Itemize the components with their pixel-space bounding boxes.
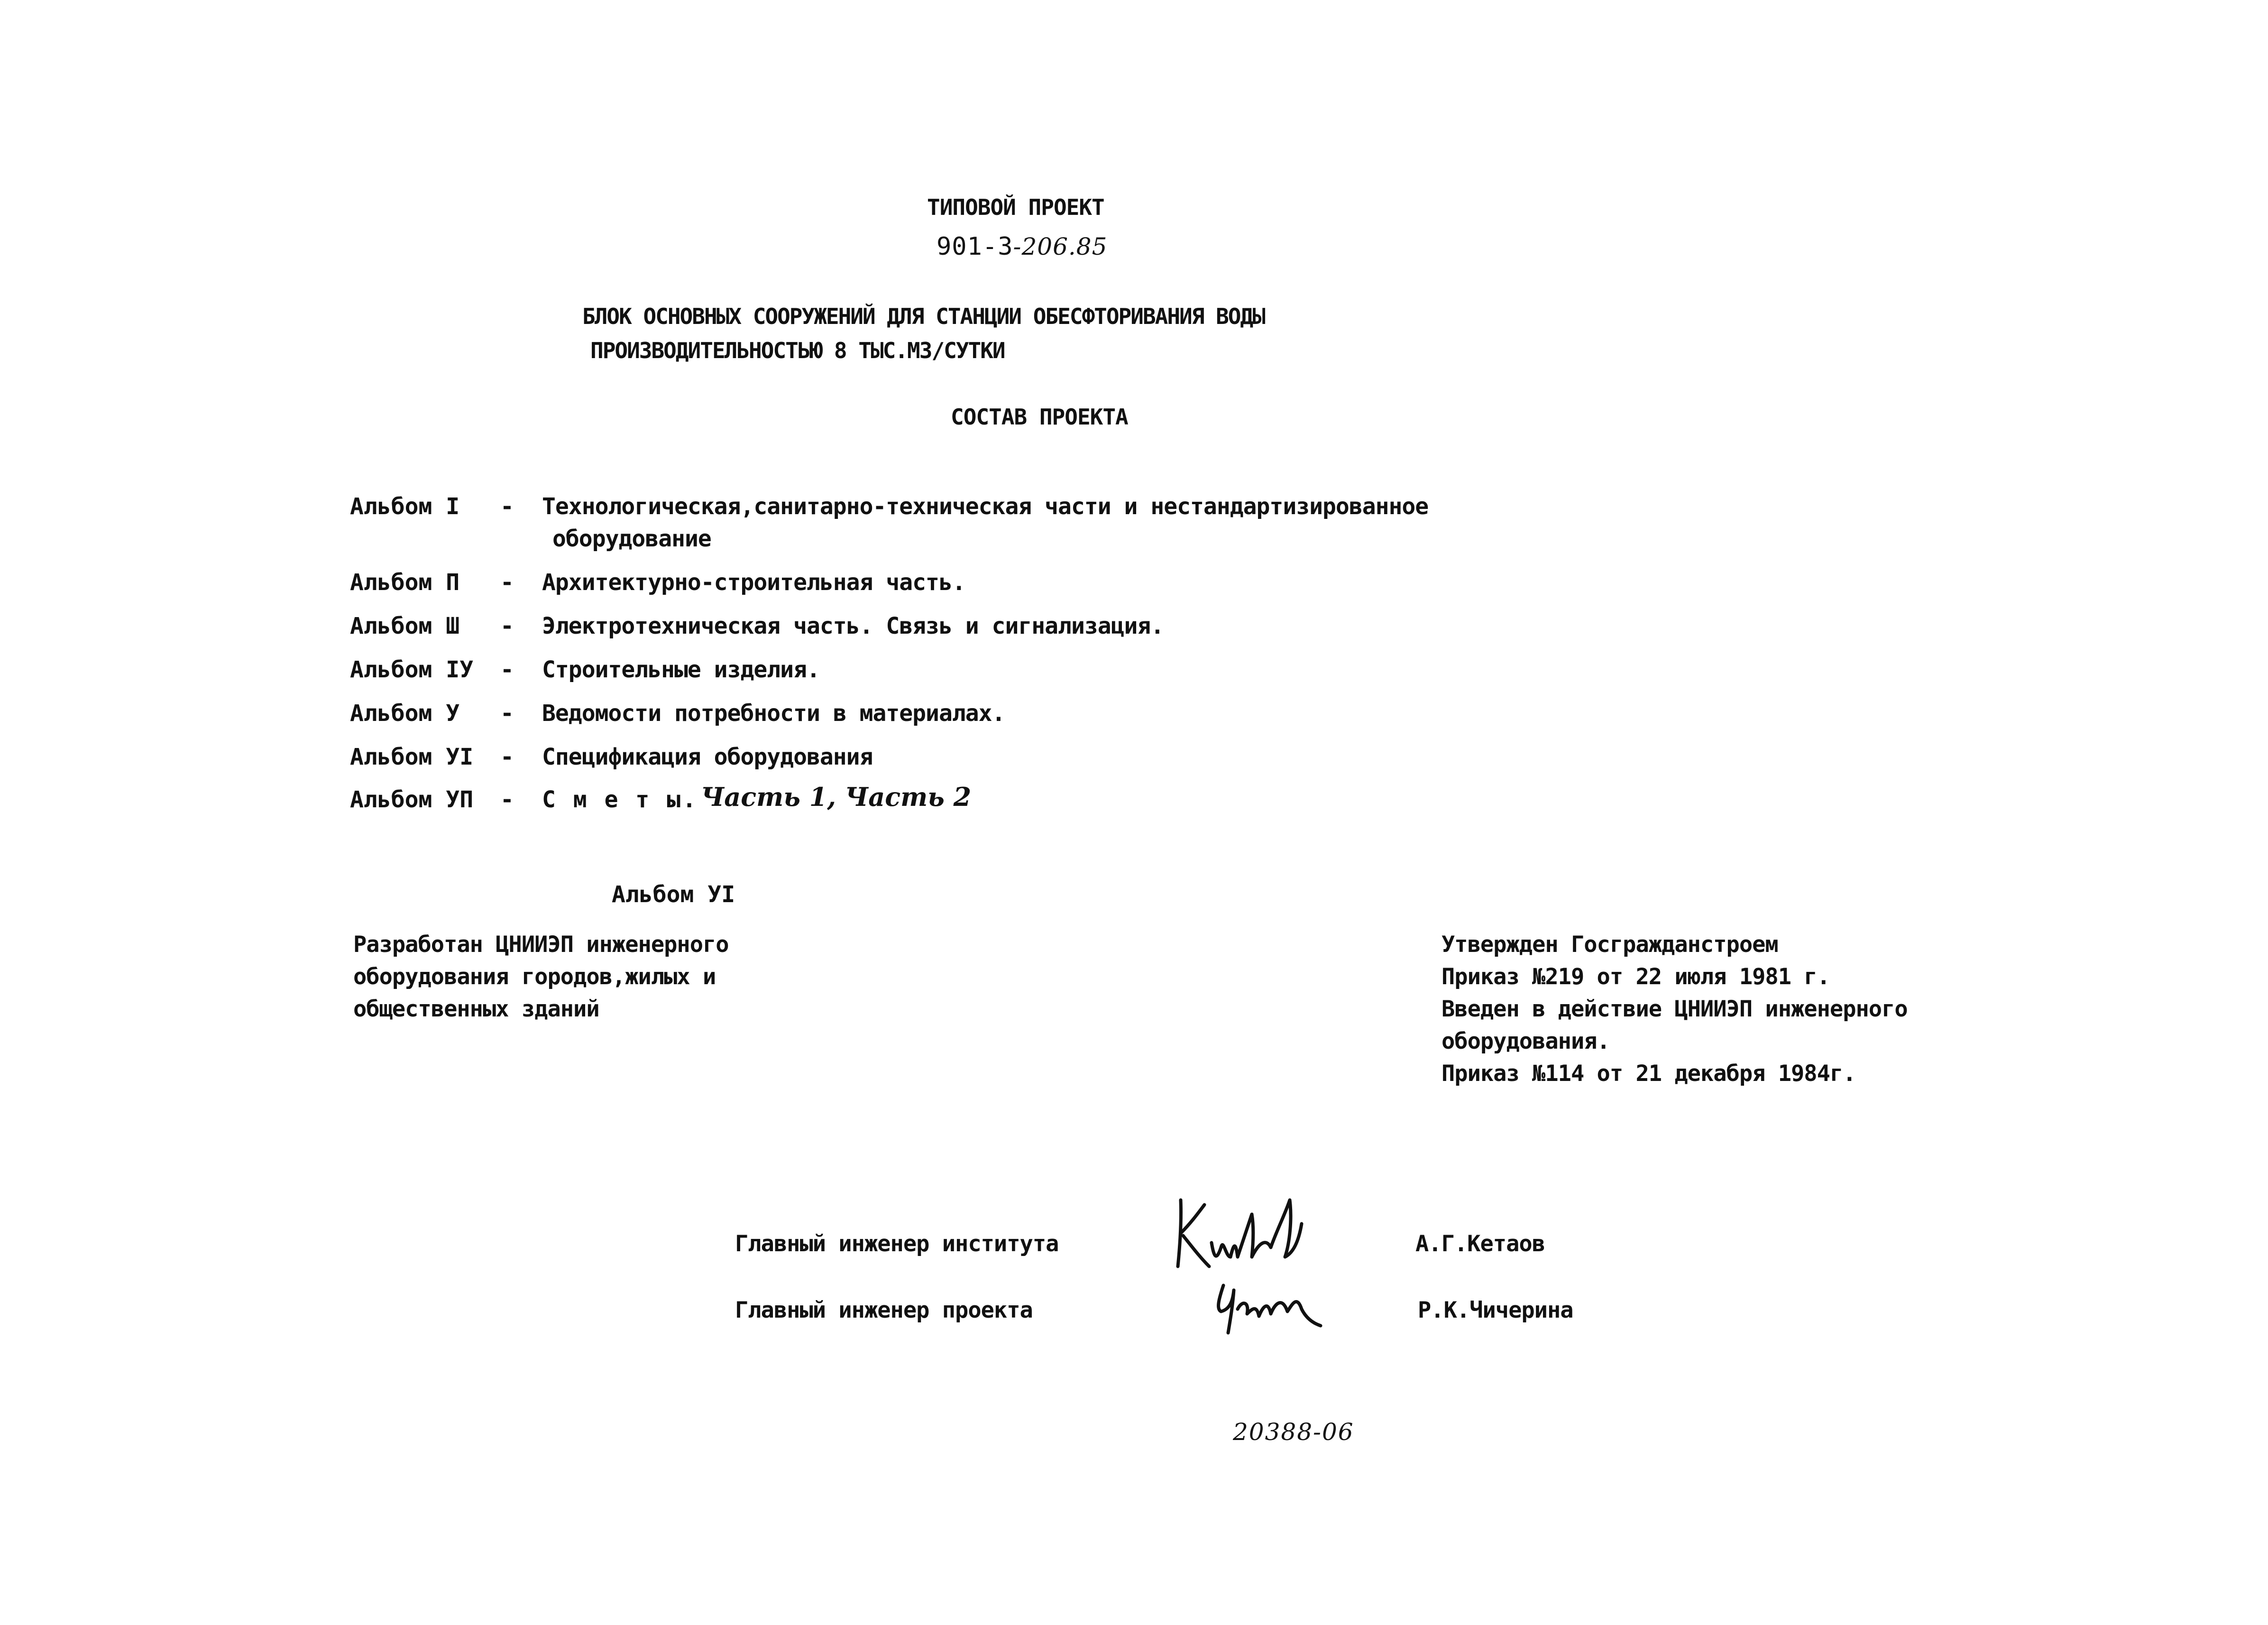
inventory-number: 20388-06: [1233, 1418, 1354, 1446]
album-dash: -: [500, 744, 514, 770]
album-handwritten-parts: Часть 1, Часть 2: [701, 782, 972, 812]
album-label: Альбом IУ: [350, 656, 474, 683]
album-description: Электротехническая часть. Связь и сигнализация.: [542, 613, 1164, 639]
project-subject-line-2: ПРОИЗВОДИТЕЛЬНОСТЬЮ 8 ТЫС.М3/СУТКИ: [590, 338, 1005, 363]
composition-heading: СОСТАВ ПРОЕКТА: [951, 404, 1128, 430]
approval-block: [1442, 929, 1908, 1090]
project-code-handwritten: -206.85: [1013, 233, 1108, 260]
approval-line: Приказ №114 от 21 декабря 1984г.: [1442, 1061, 1856, 1087]
album-label: Альбом У: [350, 700, 460, 727]
album-dash: -: [500, 493, 514, 520]
document-type-title: ТИПОВОЙ ПРОЕКТ: [927, 194, 1104, 220]
album-description: Строительные изделия.: [542, 656, 820, 683]
album-description: Спецификация оборудования: [542, 744, 873, 770]
signature-name: Р.К.Чичерина: [1418, 1297, 1573, 1323]
signature-role: Главный инженер проекта: [735, 1297, 1033, 1323]
approval-line: Приказ №219 от 22 июля 1981 г.: [1442, 964, 1830, 990]
album-dash: -: [500, 656, 514, 683]
approval-line: Введен в действие ЦНИИЭП инженерного: [1442, 996, 1908, 1022]
signature-mark: [1204, 1276, 1323, 1338]
album-label: Альбом П: [350, 569, 460, 596]
album-description: Архитектурно-строительная часть.: [542, 569, 965, 596]
developer-line: общественных зданий: [353, 996, 599, 1022]
album-description-continuation: оборудование: [552, 526, 711, 552]
developer-block: [353, 929, 729, 1025]
signature-mark: [1171, 1186, 1309, 1281]
developer-line: Разработан ЦНИИЭП инженерного: [353, 932, 729, 958]
signature-name: А.Г.Кетаов: [1415, 1231, 1545, 1257]
current-album-label: Альбом УI: [612, 881, 735, 908]
album-dash: -: [500, 700, 514, 727]
approval-line: оборудования.: [1442, 1028, 1610, 1054]
developer-line: оборудования городов,жилых и: [353, 964, 716, 990]
album-label: Альбом I: [350, 493, 460, 520]
signature-role: Главный инженер института: [735, 1231, 1059, 1257]
album-label: Альбом Ш: [350, 613, 460, 639]
album-dash: -: [500, 569, 514, 596]
album-description: Технологическая,санитарно-техническая части и нестандартизированное: [542, 493, 1429, 520]
project-subject-line-1: БЛОК ОСНОВНЫХ СООРУЖЕНИЙ ДЛЯ СТАНЦИИ ОБЕСФТОРИВАНИЯ ВОДЫ: [582, 304, 1265, 329]
approval-line: Утвержден Госгражданстроем: [1442, 932, 1778, 958]
album-dash: -: [500, 786, 514, 813]
project-code: [937, 232, 1107, 261]
album-description: С м е т ы.: [542, 786, 698, 813]
project-code-printed: 901-3: [937, 232, 1013, 261]
album-label: Альбом УП: [350, 786, 474, 813]
album-description: Ведомости потребности в материалах.: [542, 700, 1005, 727]
album-label: Альбом УI: [350, 744, 474, 770]
album-dash: -: [500, 613, 514, 639]
